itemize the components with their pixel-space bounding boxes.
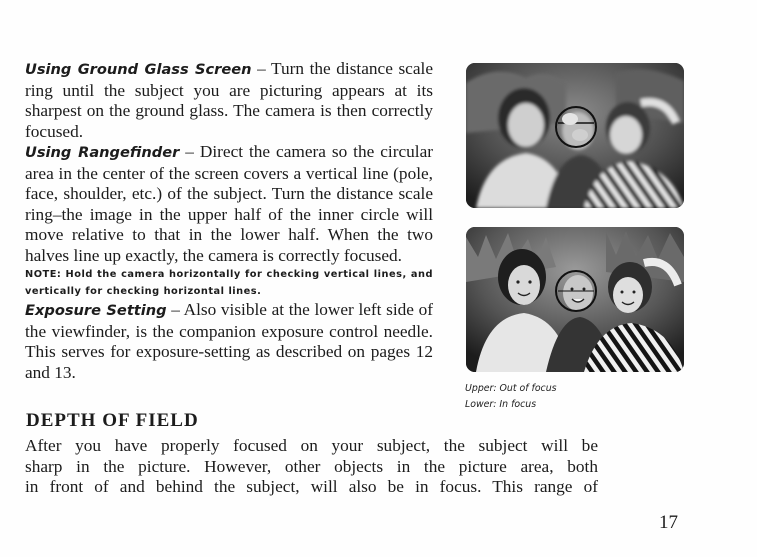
- body-line: sharp in the picture. However, other objects in the picture area, both: [25, 456, 598, 476]
- exposure-dash: –: [166, 300, 184, 319]
- caption-upper: Upper: Out of focus: [465, 383, 557, 394]
- focusing-instructions: [25, 59, 433, 383]
- out-of-focus-photo: [466, 63, 684, 208]
- photo-caption: [465, 381, 557, 413]
- page-number: 17: [659, 512, 678, 533]
- body-line: in front of and behind the subject, will also be in focus. This range of: [25, 477, 598, 496]
- exposure-heading: Exposure Setting: [25, 302, 167, 319]
- depth-of-field-heading: DEPTH OF FIELD: [26, 410, 199, 431]
- ground-glass-heading: Using Ground Glass Screen: [25, 61, 252, 78]
- ground-glass-text: Turn the distance scale ring until the subject you are picturing appears at its sharpest on the ground glass. The camera is then correctly focused.: [25, 59, 433, 141]
- rangefinder-text: Direct the camera so the circular area in the center of the screen covers a vertical line (pole, face, shoulder, etc.) of the subject. Turn the distance scale ring–the image in the upper half of the inner circle will move relative to that in the lower half. When the two halves line up exactly, the camera is correctly focused.: [25, 142, 433, 265]
- in-focus-photo: [466, 227, 684, 372]
- ground-glass-paragraph: [25, 59, 433, 142]
- note-paragraph: NOTE: Hold the camera horizontally for checking vertical lines, and vertically for checking horizontal lines.: [25, 269, 433, 297]
- rangefinder-heading: Using Rangefinder: [25, 144, 180, 161]
- exposure-text: Also visible at the lower left side of the viewfinder, is the companion exposure control needle. This serves for exposure-setting as described on pages 12 and 13.: [25, 300, 433, 382]
- body-line: After you have properly focused on your subject, the subject will be: [25, 436, 598, 455]
- rangefinder-paragraph: [25, 142, 433, 266]
- ground-glass-dash: –: [251, 59, 272, 78]
- rangefinder-dash: –: [179, 142, 200, 161]
- caption-lower: Lower: In focus: [465, 399, 537, 410]
- depth-of-field-text: [25, 436, 598, 498]
- exposure-paragraph: [25, 300, 433, 383]
